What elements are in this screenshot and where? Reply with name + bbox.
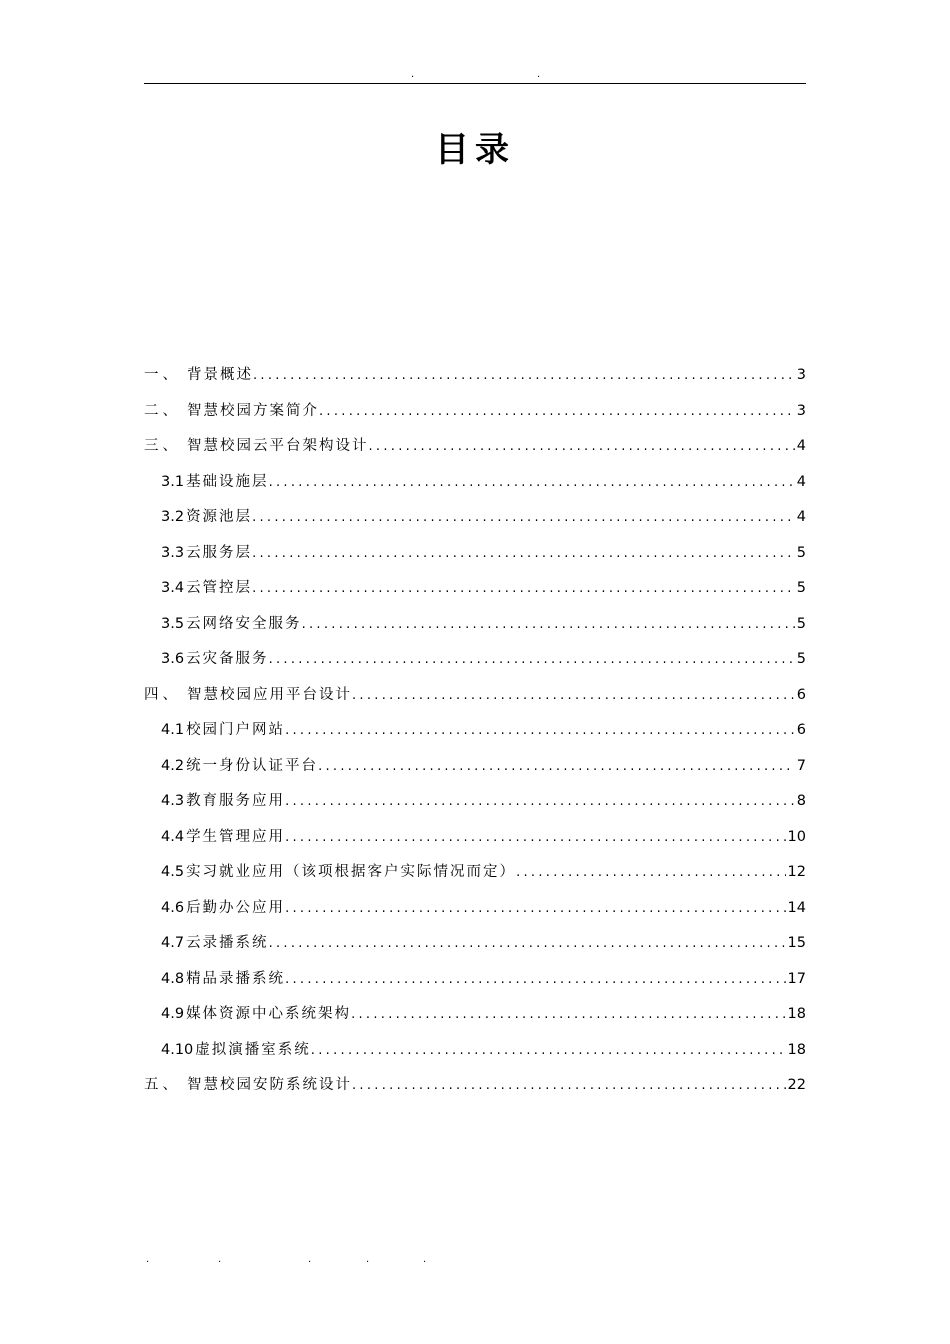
toc-entry-label: 教育服务应用 bbox=[186, 793, 286, 809]
table-of-contents bbox=[144, 362, 806, 1108]
toc-entry-label: 后勤办公应用 bbox=[186, 899, 286, 916]
toc-entry-label: 智慧校园方案简介 bbox=[187, 402, 319, 419]
toc-entry[interactable] bbox=[144, 540, 806, 576]
toc-entry-number: 3.1 bbox=[161, 473, 185, 490]
footer-mark: . bbox=[308, 1254, 312, 1265]
toc-dot-leader bbox=[285, 789, 795, 815]
toc-entry[interactable] bbox=[144, 859, 806, 895]
toc-entry-number: 3.4 bbox=[161, 580, 185, 596]
toc-entry-label: 资源池层 bbox=[186, 509, 253, 525]
footer-mark: . bbox=[218, 1254, 222, 1265]
toc-entry-number: 4.5 bbox=[161, 864, 185, 880]
toc-entry[interactable] bbox=[144, 824, 806, 860]
toc-entry-label: 精品录播系统 bbox=[186, 970, 286, 987]
toc-dot-leader bbox=[352, 683, 795, 709]
toc-entry[interactable] bbox=[144, 717, 806, 753]
toc-dot-leader bbox=[352, 1073, 786, 1099]
toc-entry-page-number: 8 bbox=[796, 793, 806, 809]
toc-dot-leader bbox=[269, 470, 795, 496]
toc-entry-label: 云网络安全服务 bbox=[186, 615, 302, 632]
toc-dot-leader bbox=[369, 434, 795, 460]
toc-dot-leader bbox=[285, 967, 785, 993]
toc-entry-page-number: 18 bbox=[787, 1006, 806, 1022]
toc-entry[interactable] bbox=[144, 1072, 806, 1108]
toc-entry-number: 4.9 bbox=[161, 1006, 185, 1022]
toc-entry-number: 4.4 bbox=[161, 828, 185, 845]
footer-mark: . bbox=[146, 1254, 150, 1265]
toc-entry-number: 4.3 bbox=[161, 793, 185, 809]
toc-entry[interactable] bbox=[144, 433, 806, 469]
toc-entry-label: 智慧校园安防系统设计 bbox=[187, 1077, 352, 1093]
toc-entry[interactable] bbox=[144, 646, 806, 682]
toc-entry-number: 4.10 bbox=[161, 1041, 194, 1058]
header-mark: . bbox=[537, 69, 541, 80]
toc-entry-label: 智慧校园云平台架构设计 bbox=[187, 438, 369, 454]
toc-entry-label: 云服务层 bbox=[186, 544, 253, 561]
toc-entry-page-number: 17 bbox=[787, 970, 806, 987]
toc-entry-number: 4.8 bbox=[161, 970, 185, 987]
toc-entry-label: 校园门户网站 bbox=[186, 722, 286, 738]
toc-entry-page-number: 4 bbox=[796, 473, 806, 490]
toc-dot-leader bbox=[252, 541, 795, 567]
toc-entry[interactable] bbox=[144, 753, 806, 789]
toc-dot-leader bbox=[319, 399, 795, 425]
toc-entry-page-number: 6 bbox=[796, 722, 806, 738]
toc-entry-page-number: 5 bbox=[796, 580, 806, 596]
toc-entry-page-number: 10 bbox=[787, 828, 806, 845]
toc-entry[interactable] bbox=[144, 930, 806, 966]
toc-entry[interactable] bbox=[144, 966, 806, 1002]
toc-entry[interactable] bbox=[144, 1001, 806, 1037]
toc-dot-leader bbox=[269, 647, 795, 673]
toc-entry-number: 五、 bbox=[144, 1077, 181, 1093]
toc-dot-leader bbox=[269, 931, 786, 957]
toc-entry-page-number: 7 bbox=[796, 757, 806, 774]
toc-dot-leader bbox=[285, 825, 785, 851]
toc-entry-number: 4.1 bbox=[161, 722, 185, 738]
toc-entry-label: 云管控层 bbox=[186, 580, 253, 596]
toc-entry[interactable] bbox=[144, 469, 806, 505]
footer-mark: . bbox=[366, 1254, 370, 1265]
toc-entry-page-number: 4 bbox=[796, 509, 806, 525]
header-rule bbox=[144, 83, 806, 84]
toc-entry-number: 3.5 bbox=[161, 615, 185, 632]
toc-entry[interactable] bbox=[144, 398, 806, 434]
toc-entry[interactable] bbox=[144, 682, 806, 718]
toc-dot-leader bbox=[285, 718, 795, 744]
toc-dot-leader bbox=[311, 1038, 786, 1064]
toc-entry-number: 二、 bbox=[144, 402, 181, 419]
toc-entry-page-number: 3 bbox=[796, 367, 806, 383]
toc-entry-label: 学生管理应用 bbox=[186, 828, 286, 845]
toc-entry-number: 4.7 bbox=[161, 935, 185, 951]
toc-entry[interactable] bbox=[144, 362, 806, 398]
toc-dot-leader bbox=[351, 1002, 785, 1028]
toc-entry-label: 云灾备服务 bbox=[186, 651, 269, 667]
toc-dot-leader bbox=[253, 363, 795, 389]
toc-entry[interactable] bbox=[144, 504, 806, 540]
toc-entry-number: 三、 bbox=[144, 438, 181, 454]
toc-entry-label: 智慧校园应用平台设计 bbox=[187, 686, 352, 703]
toc-entry-label: 虚拟演播室系统 bbox=[195, 1041, 311, 1058]
toc-entry-page-number: 22 bbox=[787, 1077, 806, 1093]
toc-dot-leader bbox=[252, 505, 795, 531]
toc-entry-page-number: 5 bbox=[796, 651, 806, 667]
toc-entry-number: 四、 bbox=[144, 686, 181, 703]
page-title: 目录 bbox=[435, 130, 515, 170]
toc-entry[interactable] bbox=[144, 611, 806, 647]
toc-entry-label: 背景概述 bbox=[187, 367, 253, 383]
toc-entry-label: 基础设施层 bbox=[186, 473, 269, 490]
toc-entry-label: 统一身份认证平台 bbox=[186, 757, 319, 774]
toc-entry-page-number: 14 bbox=[787, 899, 806, 916]
toc-entry-number: 3.3 bbox=[161, 544, 185, 561]
toc-dot-leader bbox=[516, 860, 785, 886]
toc-entry-page-number: 12 bbox=[787, 864, 806, 880]
toc-entry-number: 3.2 bbox=[161, 509, 185, 525]
toc-entry[interactable] bbox=[144, 1037, 806, 1073]
toc-entry-page-number: 4 bbox=[796, 438, 806, 454]
toc-entry-page-number: 5 bbox=[796, 615, 806, 632]
toc-entry-page-number: 18 bbox=[787, 1041, 806, 1058]
toc-entry-page-number: 6 bbox=[796, 686, 806, 703]
toc-dot-leader bbox=[302, 612, 795, 638]
toc-entry-page-number: 15 bbox=[787, 935, 806, 951]
toc-entry[interactable] bbox=[144, 575, 806, 611]
toc-entry-number: 4.6 bbox=[161, 899, 185, 916]
toc-entry[interactable] bbox=[144, 788, 806, 824]
toc-dot-leader bbox=[318, 754, 795, 780]
toc-entry-label: 实习就业应用（该项根据客户实际情况而定） bbox=[186, 864, 517, 880]
toc-dot-leader bbox=[285, 896, 785, 922]
toc-entry-number: 3.6 bbox=[161, 651, 185, 667]
toc-entry-label: 云录播系统 bbox=[186, 935, 269, 951]
header-mark: . bbox=[411, 69, 415, 80]
footer-mark: . bbox=[423, 1254, 427, 1265]
toc-dot-leader bbox=[252, 576, 795, 602]
toc-entry-number: 4.2 bbox=[161, 757, 185, 774]
toc-entry-page-number: 5 bbox=[796, 544, 806, 561]
toc-entry-page-number: 3 bbox=[796, 402, 806, 419]
toc-entry-label: 媒体资源中心系统架构 bbox=[186, 1006, 352, 1022]
toc-entry-number: 一、 bbox=[144, 367, 181, 383]
toc-entry[interactable] bbox=[144, 895, 806, 931]
